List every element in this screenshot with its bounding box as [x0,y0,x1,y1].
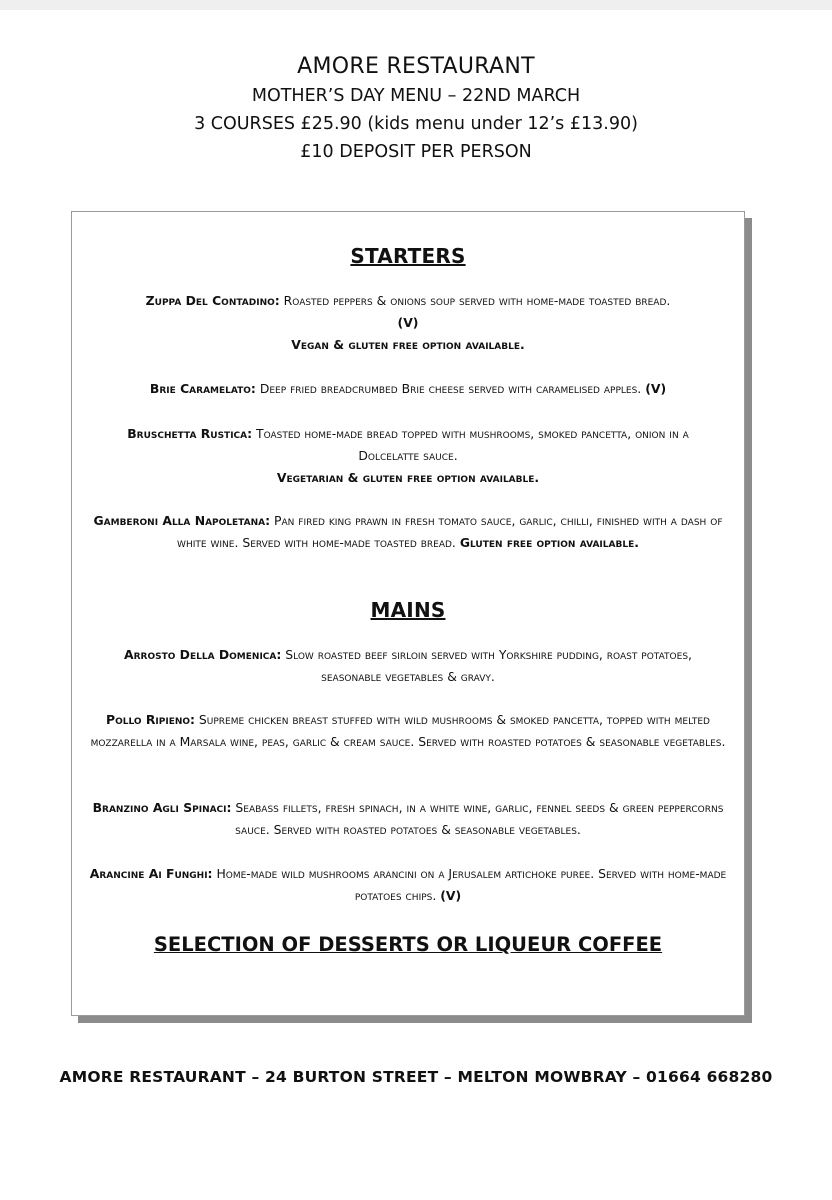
starter-item-zuppa [80,290,736,356]
desserts-line: SELECTION OF DESSERTS OR LIQUEUR COFFEE [153,933,663,956]
dish-description: Pan fired king prawn in fresh tomato sauce, garlic, chilli, finished with a dash of white wine. Served with home-made toasted bread. [177,513,723,550]
vegetarian-tag: (V) [645,381,667,396]
dish-description: Roasted peppers & onions soup served with home-made toasted bread. [279,293,671,308]
main-item-arrosto [100,644,716,688]
menu-header [0,52,832,166]
dish-note: Gluten free option available. [459,535,639,550]
address-line: AMORE RESTAURANT – 24 BURTON STREET – MELTON MOWBRAY – 01664 668280 [59,1068,773,1086]
dish-note: Vegan & gluten free option available. [291,337,525,352]
starter-item-bruschetta [110,423,706,489]
dish-name: Zuppa Del Contadino: [145,293,280,308]
menu-box [71,211,745,1016]
vegetarian-tag: (V) [440,888,462,903]
dish-description: Toasted home-made bread topped with mushrooms, smoked pancetta, onion in a Dolcelatte sauce. [252,426,689,463]
top-strip [0,0,832,10]
dish-description: Slow roasted beef sirloin served with Yorkshire pudding, roast potatoes, seasonable vegetables & gravy. [281,647,692,684]
dish-name: Arancine Ai Funghi: [89,866,213,881]
dish-description: Deep fried breadcrumbed Brie cheese served with caramelised apples. [255,381,646,396]
dish-name: Bruschetta Rustica: [127,426,253,441]
main-item-pollo [80,709,736,753]
dish-name: Gamberoni Alla Napoletana: [93,513,271,528]
restaurant-name: AMORE RESTAURANT [297,54,535,79]
dish-name: Branzino Agli Spinaci: [92,800,232,815]
vegetarian-tag: (V) [397,315,419,330]
deposit-line: £10 DEPOSIT PER PERSON [300,142,532,162]
price-line: 3 COURSES £25.90 (kids menu under 12’s £13.90) [194,114,638,134]
dish-name: Brie Caramelato: [149,381,256,396]
mains-heading: MAINS [370,598,446,622]
starter-item-brie [80,378,736,400]
dish-name: Pollo Ripieno: [106,712,195,727]
starter-item-gamberoni [80,510,736,554]
dish-description: Seabass fillets, fresh spinach, in a white wine, garlic, fennel seeds & green peppercorns sauce. Served with roasted potatoes & seasonable vegetables. [231,800,724,837]
dish-description: Home-made wild mushrooms arancini on a Jerusalem artichoke puree. Served with home-made potatoes chips. [212,866,727,903]
dish-description: Supreme chicken breast stuffed with wild mushrooms & smoked pancetta, topped with melted mozzarella in a Marsala wine, peas, garlic & cream sauce. Served with roasted potatoes & seasonable vegetables. [90,712,726,749]
starters-heading: STARTERS [350,244,466,268]
main-item-arancine [80,863,736,907]
dish-name: Arrosto Della Domenica: [124,647,282,662]
main-item-branzino [86,797,730,841]
menu-title: MOTHER’S DAY MENU – 22ND MARCH [251,86,581,106]
dish-note: Vegetarian & gluten free option available. [276,470,540,485]
